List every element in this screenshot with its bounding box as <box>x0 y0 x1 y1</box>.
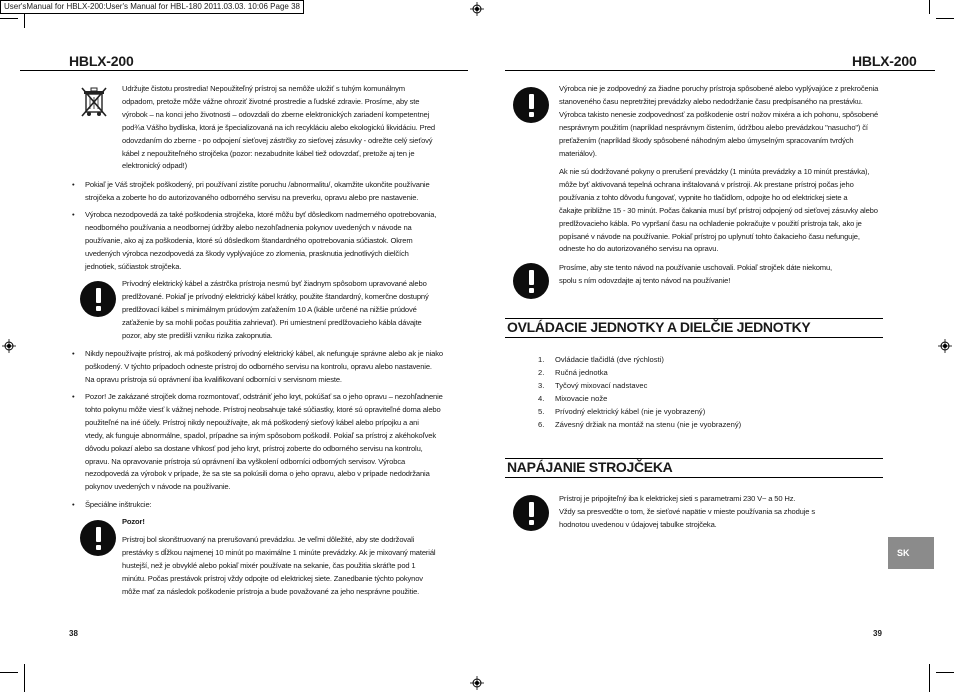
text-line: Udržujte čistotu prostredia! Nepoužiteľný prístroj sa nemôže uložiť s tuhým komunálnym <box>122 84 405 93</box>
text-line: používania z tohto dôvodu fungovať, vypnite ho tlačidlom, odpojte ho od elektrickej siete a <box>559 192 848 202</box>
text-line: nezodpovedá za výrobok v prípade, že sa ste sa pokúsili doma o jeho opravu, alebo v prípade nedodržania <box>85 469 430 479</box>
text-line: Na opravu prístroja sú oprávnení iba kvalifikovaní odborníci v servisnom mieste. <box>85 374 342 384</box>
text-line: dôvodu pokazí alebo sa dostane vlhkosť pod jeho kryt, prístroj zoberte do odborného servisu na kontrolu, <box>85 443 423 453</box>
text-line: odovzdaním do zberne - po odpojení sieťovej zástrčky zo sieťovej zásuvky - odrežte celý sieťový <box>122 135 433 145</box>
list-item-number: 6. <box>538 420 545 429</box>
text-line: poškodený. V týchto prípadoch odneste prístroj do odborného servisu na kontrolu, opravu alebo nastavenie. <box>85 361 432 371</box>
bullet: • <box>72 392 75 401</box>
file-header: User'sManual for HBLX-200:User's Manual for HBL-180 2011.03.03. 10:06 Page 38 <box>0 0 304 14</box>
text-line: Výrobca nezodpovedá za také poškodenia strojčeka, ktoré môžu byť dôsledkom nadmerného opotrebovania, <box>85 210 437 219</box>
list-item-number: 5. <box>538 407 545 416</box>
header-rule-right <box>505 70 935 71</box>
list-item: Mixovacie nože <box>555 394 608 403</box>
list-item: Prívodný elektrický kábel (nie je vyobrazený) <box>555 407 706 416</box>
bullet-text-never-use <box>85 348 470 387</box>
list-item-number: 3. <box>538 381 545 390</box>
text-line: spolu s ním odovzdajte aj tento návod na používanie! <box>559 275 731 285</box>
text-line: preťažením (napríklad škody spôsobené náhodným alebo úmyselným spracovaním tvrdých <box>559 135 854 145</box>
page-number-left: 38 <box>69 629 78 638</box>
text-line: vtedy, ak funguje abnormálne, spadol, prípadne sa iným spôsobom poškodil. Pokiaľ sa prístroj z akéhokoľvek <box>85 430 436 440</box>
text-line: Nikdy nepoužívajte prístroj, ak má poškodený prívodný elektrický kábel, ak nefunguje správne alebo ak je niako <box>85 349 443 358</box>
text-line: Výrobca takisto nenesie zodpovednosť za poškodenie ostrí nožov mixéra a ich pohonu, spôsobené <box>559 109 879 119</box>
text-line: odneste ho do autorizovaného servisu na opravu. <box>559 244 719 254</box>
text-line: hustejší, než je obvyklé alebo pokiaľ mixér používate na sekanie, čas použitia skráťte pod 1 <box>122 560 416 570</box>
section-rule <box>505 458 883 459</box>
list-item-number: 2. <box>538 368 545 377</box>
text-line: môže byť aktivovaná tepelná ochrana inštalovaná v prístroji. Ak prestane prístroj počas jeho <box>559 179 854 189</box>
text-line: hodnotou uvedenou v údajovej tabulke strojčeka. <box>559 519 717 529</box>
pozor-text <box>122 534 462 599</box>
language-tab: SK <box>888 537 934 569</box>
list-item: Ovládacie tlačidlá (dve rýchlosti) <box>555 355 664 364</box>
text-line: Prístroj bol skonštruovaný na prerušovanú prevádzku. Je veľmi dôležité, aby ste dodržovali <box>122 535 415 544</box>
text-line: opravu. Na opravovanie prístroja sú oprávnení iba vyškolení odborníci odborných servisov. Výrobca <box>85 456 406 466</box>
page-number-right: 39 <box>873 629 882 638</box>
text-line: prestávky s dĺžkou najmenej 10 minút po maximálne 1 minúte prevádzky. Ak je mixovaný materiál <box>122 547 436 557</box>
text-line: Výrobca nie je zodpovedný za žiadne poruchy prístroja spôsobené alebo vyplývajúce z prekročenia <box>559 84 879 93</box>
text-line: stanoveného času nepretržitej prevádzky alebo nedodržanie času predpísaného na prestávku. <box>559 96 863 106</box>
text-line: materiálov). <box>559 148 597 158</box>
bullet: • <box>72 349 75 358</box>
section-rule <box>505 337 883 338</box>
text-line: Vždy sa presvedčte o tom, že sieťové napätie v mieste používania sa zhoduje s <box>559 506 815 516</box>
bullet: • <box>72 500 75 509</box>
list-item-number: 4. <box>538 394 545 403</box>
text-line: zaťaženie by sa mohli počas použitia zahrievať). Pri umiestnení predlžovacieho kábla dávajte <box>122 317 422 327</box>
recycle-text <box>122 83 462 173</box>
crossed-bin-icon <box>80 86 108 118</box>
text-line: pokynov uvedených v návode na používanie. <box>85 482 231 492</box>
model-name-left: HBLX-200 <box>69 53 134 69</box>
warning-icon <box>513 87 549 123</box>
text-line: predlžovací kábel s minimálnym prúdovým zaťažením 10 A (káble určené na nižšie prúdové <box>122 304 417 314</box>
warning-icon <box>80 520 116 556</box>
section-rule <box>505 318 883 319</box>
header-rule-left <box>20 70 468 71</box>
list-item: Ručná jednotka <box>555 368 608 377</box>
registration-mark-icon <box>470 676 484 690</box>
bullet-text-disassembly <box>85 391 470 494</box>
text-line: používanie, ako aj za poškodenia, ktoré sú dôsledkom štandardného opotrebovania súčiastok. Okrem <box>85 235 413 245</box>
text-line: kábel z nepoužiteľného strojčeka (pozor: nezabudnite kábel tiež odovzdať, pretože aj ten je <box>122 148 415 158</box>
text-line: čakajte približne 15 - 30 minút. Počas čakania musí byť prístroj odpojený od sieťovej zásuvky alebo <box>559 205 878 215</box>
text-line: jednotiek, súčiastok strojčeka. <box>85 261 182 271</box>
text-line: tohto pokynu môže viesť k vážnej nehode. Prístroj neobsahuje také súčiastky, ktoré sú opraviteľné doma alebo <box>85 404 441 414</box>
model-name-right: HBLX-200 <box>852 53 917 69</box>
bullet-text-damaged <box>85 179 470 205</box>
text-line: predlžovacieho kábla. Po vypršaní času na ochladenie pokračujte v použití prístroja tak, ako je <box>559 218 862 228</box>
power-supply-text <box>559 493 889 532</box>
text-line: popísané v návode na používanie. Pokiaľ prístroj po uplynutí tohto čakacieho času nefunguje, <box>559 231 860 241</box>
pozor-title: Pozor! <box>122 517 145 526</box>
warning-icon <box>513 495 549 531</box>
special-instructions-label: Špeciálne inštrukcie: <box>85 500 152 509</box>
warning-icon <box>513 263 549 299</box>
bullet-text-liability <box>85 209 470 274</box>
text-line: použiteľné na iné účely. Prístroj nikdy nepoužívajte, ak má poškodený sieťový kábel alebo prípojku a ani <box>85 417 419 427</box>
text-line: výrobok – na konci jeho životnosti – odovzdali do zberne elektronických zariadení kompetentnej <box>122 109 430 119</box>
text-line: Pozor! Je zakázané strojček doma rozmontovať, odstrániť jeho kryt, pokúšať sa o jeho opravu – nezohľadnenie <box>85 392 443 401</box>
liability-warning-text <box>559 83 904 160</box>
bullet: • <box>72 180 75 189</box>
section-title-controls: OVLÁDACIE JEDNOTKY A DIELČIE JEDNOTKY <box>507 319 811 335</box>
thermal-protection-text <box>559 166 904 256</box>
text-line: minútu. Počas prestávok prístroj vždy odpojte od elektrickej siete. Zanedbanie týchto pokynov <box>122 573 423 583</box>
warning-icon <box>80 281 116 317</box>
text-line: Ak nie sú dodržované pokyny o prerušení prevádzky (1 minúta prevádzky a 10 minút prestávka), <box>559 167 870 176</box>
list-item: Závesný držiak na montáž na stenu (nie je vyobrazený) <box>555 420 742 429</box>
text-line: elektronický odpad!) <box>122 161 187 171</box>
text-line: odpadom, pretože môže vážne ohroziť životné prostredie a ľudské zdravie. Prosíme, aby ste <box>122 96 420 106</box>
list-item: Tyčový mixovací nadstavec <box>555 381 648 390</box>
text-line: neodborného používania a neodbornej údržby alebo nezohľadnenia pokynov uvedených v návode na <box>85 222 412 232</box>
keep-manual-text <box>559 262 904 288</box>
text-line: predlžované. Pokiaľ je prívodný elektrický kábel krátky, použite štandardný, komerčne dostupný <box>122 291 429 301</box>
text-line: uvedených výrobca nezodpovedá za škody vyplývajúce zo zlomenia, prasknutia jednotlivých dielčích <box>85 248 409 258</box>
text-line: nesprávnym použitím (napríklad nesprávnym čistením, údržbou alebo prevádzkou "nasucho") čí <box>559 122 868 132</box>
registration-mark-icon <box>938 339 952 353</box>
cable-warning-text <box>122 278 462 343</box>
list-item-number: 1. <box>538 355 545 364</box>
text-line: Prosíme, aby ste tento návod na používanie uschovali. Pokiaľ strojček dáte niekomu, <box>559 263 833 272</box>
registration-mark-icon <box>2 339 16 353</box>
text-line: pozor, aby ste predišli vzniku rizika zakopnutia. <box>122 330 273 340</box>
section-rule <box>505 477 883 478</box>
text-line: môže mať za následok poškodenie prístroja a bude považované za jeho nesprávne použitie. <box>122 586 420 596</box>
text-line: pod¾a Vášho bydliska, ktorá je špecializovaná na ich recykláciu alebo ekologickú likvidáciu. Pred <box>122 122 436 132</box>
text-line: Pokiaľ je Váš strojček poškodený, pri používaní zistíte poruchu /abnormalitu/, okamžite ukončite používanie <box>85 180 430 189</box>
registration-mark-icon <box>470 2 484 16</box>
bullet: • <box>72 210 75 219</box>
text-line: Prístroj je pripojiteľný iba k elektrickej sieti s parametrami 230 V~ a 50 Hz. <box>559 494 796 503</box>
text-line: Prívodný elektrický kábel a zástrčka prístroja nesmú byť žiadnym spôsobom upravované alebo <box>122 279 427 288</box>
text-line: strojčeka a zoberte ho do autorizovaného odborného servisu na preverku, opravu alebo pre nastavenie. <box>85 192 419 202</box>
section-title-power: NAPÁJANIE STROJČEKA <box>507 459 673 475</box>
